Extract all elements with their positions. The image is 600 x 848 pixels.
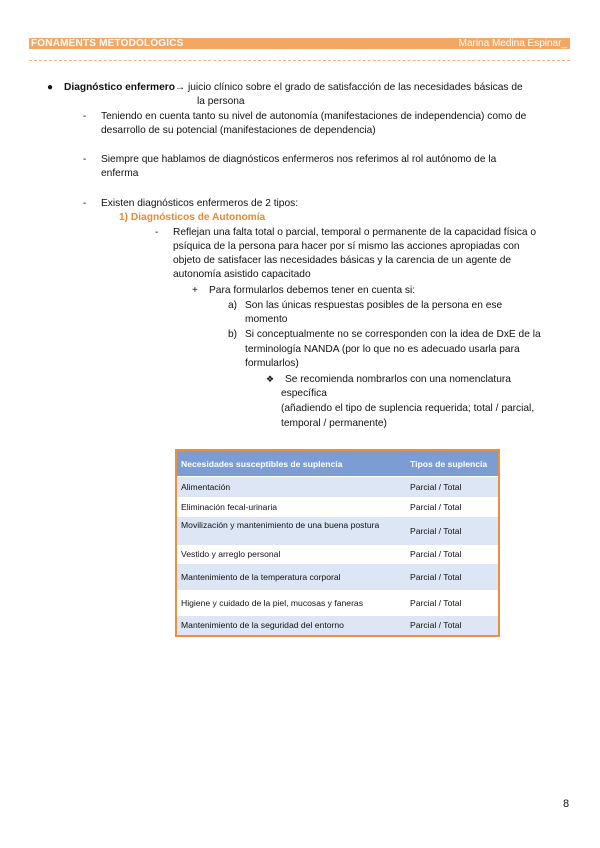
dash-bullet-icon: -: [83, 111, 87, 122]
table-cell-need: Mantenimiento de la seguridad del entorno: [181, 620, 344, 630]
table-row: [177, 590, 498, 616]
table-cell-type: Parcial / Total: [410, 482, 462, 492]
item-2-line-1: Siempre que hablamos de diagnósticos enfermeros nos referimos al rol autónomo de la: [101, 154, 497, 165]
reflejan-line-3: objeto de satisfacer las necesidades básicas y la carencia de un agente de: [173, 255, 512, 266]
page-number: 8: [563, 798, 570, 810]
suplencia-table: [175, 449, 500, 637]
table-cell-type: Parcial / Total: [410, 549, 462, 559]
table-header-need: Necesidades susceptibles de suplencia: [181, 459, 343, 469]
intro-term: Diagnóstico enfermero: [64, 82, 175, 93]
reflejan-line-4: autonomía asistido capacitado: [173, 269, 311, 280]
subheading-autonomia: 1) Diagnósticos de Autonomía: [119, 212, 266, 223]
reflejan-line-2: psíquica de la persona para hacer por sí mismo las acciones apropiadas con: [173, 241, 520, 252]
table-cell-type: Parcial / Total: [410, 502, 462, 512]
recommend-line-3: (añadiendo el tipo de suplencia requerida; total / parcial,: [281, 403, 535, 414]
dash-bullet-icon: -: [83, 154, 87, 165]
table-row: [177, 616, 498, 635]
table-cell-need: Eliminación fecal-urinaria: [181, 502, 278, 512]
header-author: Marina Medina Espinar_: [458, 38, 567, 49]
header-title: FONAMENTS METODOLÒGICS: [31, 38, 184, 49]
b-line-2: terminología NANDA (por lo que no es adecuado usarla para: [245, 344, 520, 355]
a-line-1: Son las únicas respuestas posibles de la persona en ese: [245, 300, 503, 311]
table-cell-need: Mantenimiento de la temperatura corporal: [181, 572, 341, 582]
intro-line: [64, 81, 523, 94]
b-line-3: formularlos): [245, 358, 299, 369]
a-label: a): [228, 300, 238, 311]
plus-bullet-icon: +: [192, 285, 198, 296]
dot-bullet-icon: ●: [47, 82, 54, 93]
reflejan-line-1: Reflejan una falta total o parcial, temporal o permanente de la capacidad física o: [173, 227, 537, 238]
dash-bullet-icon: -: [83, 198, 87, 209]
recommend-line-1: Se recomienda nombrarlos con una nomenclatura: [285, 374, 511, 385]
item-1-line-1: Teniendo en cuenta tanto su nivel de autonomía (manifestaciones de independencia) como de: [101, 111, 527, 122]
table-cell-type: Parcial / Total: [410, 572, 462, 582]
table-cell-need: Alimentación: [181, 482, 231, 492]
a-line-2: momento: [245, 314, 288, 325]
table-cell-need: Vestido y arreglo personal: [181, 549, 281, 559]
item-2-line-2: enferma: [101, 168, 139, 179]
table-row: [177, 477, 498, 497]
diamond-bullet-icon: ❖: [266, 374, 275, 384]
b-label: b): [228, 329, 238, 340]
b-line-1: Si conceptualmente no se corresponden con la idea de DxE de la: [245, 329, 541, 340]
dash-bullet-icon: -: [155, 227, 159, 238]
item-3-line-1: Existen diagnósticos enfermeros de 2 tipos:: [101, 198, 299, 209]
page-header: [29, 38, 570, 49]
table-row: [177, 517, 498, 545]
table-cell-type: Parcial / Total: [410, 620, 462, 630]
recommend-line-4: temporal / permanente): [281, 418, 387, 429]
intro-continuation: la persona: [197, 96, 245, 107]
table-header-type: Tipos de suplencia: [410, 459, 488, 469]
table-cell-need: Movilización y mantenimiento de una buena postura: [181, 520, 380, 530]
header-divider: [29, 60, 570, 61]
para-line: Para formularlos debemos tener en cuenta si:: [209, 285, 416, 296]
item-1-line-2: desarrollo de su potencial (manifestaciones de dependencia): [101, 125, 376, 136]
table-cell-need: Higiene y cuidado de la piel, mucosas y faneras: [181, 598, 364, 608]
table-header-row: [177, 451, 498, 476]
table-row: [177, 545, 498, 564]
table-cell-type: Parcial / Total: [410, 526, 462, 536]
intro-definition: → juicio clínico sobre el grado de satisfacción de las necesidades básicas de: [174, 82, 523, 93]
table-cell-type: Parcial / Total: [410, 598, 462, 608]
recommend-line-2: específica: [281, 388, 327, 399]
table-row: [177, 564, 498, 590]
table-row: [177, 498, 498, 517]
